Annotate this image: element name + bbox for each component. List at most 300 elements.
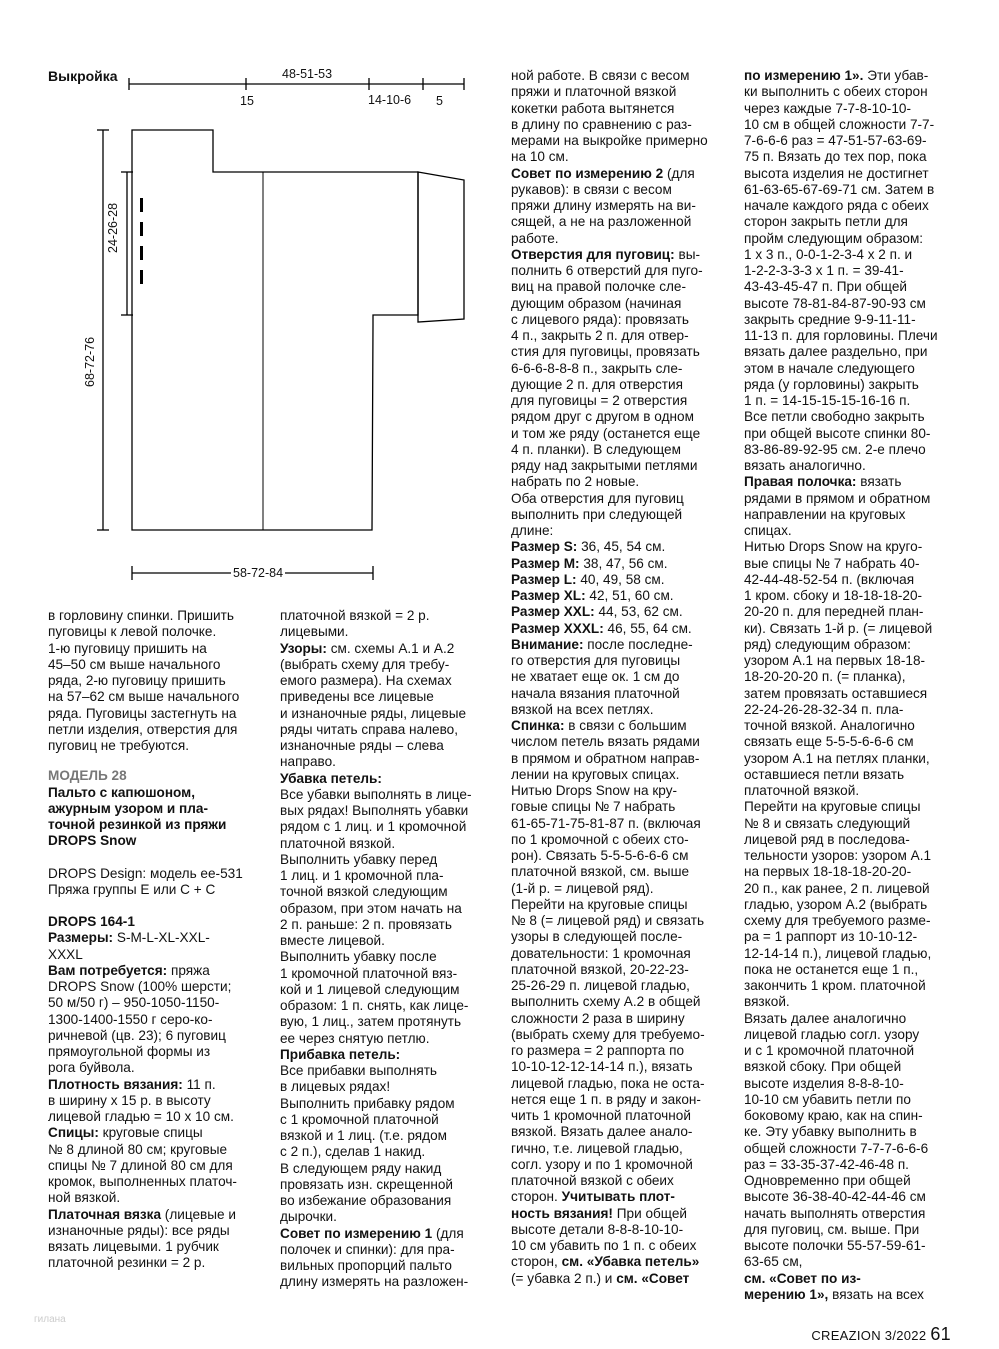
text-block [48,1093,270,1126]
text-line: с 2 п.), сделав 1 накид. [280,1144,426,1160]
text-line: 10 см убавить по 1 п. с обеих [511,1238,697,1253]
text-fragment [511,1271,736,1287]
text-line: 18-20-20-20 п. (= планка), [744,669,906,685]
text-line: сложности 2 раза в ширину [511,1010,685,1026]
text-line: 10-10 см убавить петли по [744,1091,911,1107]
text-fragment [744,1271,959,1287]
text-line: этом в начале следующего [744,360,915,376]
size-row-label: Размер M: [511,555,580,571]
text-line: в ширину х 15 р. в высоту [48,1092,211,1108]
watermark: гилана [34,1314,66,1325]
text-line: Выполнить прибавку рядом [280,1095,455,1111]
text-fragment: Совет по измерению 2 [511,165,664,181]
text-line: связать еще 5-5-5-6-6-6 см [744,734,914,750]
size-row [511,588,736,604]
text-fragment: см. схемы A.1 и A.2 [330,640,455,656]
text-line: высота изделия не достигнет [744,165,929,181]
text-line: и с 1 кромочной платочной [744,1043,915,1058]
text-fragment [48,914,270,930]
text-line: вязкой. Вязать далее анало- [511,1124,693,1140]
text-line: длину измерять на разложен- [280,1274,469,1290]
text-fragment [280,1226,502,1242]
text-block [280,657,502,771]
text-line: (выбрать схему для требу- [280,656,450,672]
text-line: вязкой сбоку. При общей [744,1059,902,1075]
text-line: 1 кромочной платочной вяз- [280,965,458,981]
text-fragment: Совет по измерению 1 [280,1225,433,1241]
text-line: № 8 и связать следующий [744,815,911,831]
text-fragment [744,1287,959,1303]
drops-number: DROPS 164-1 [48,914,135,929]
text-line: точной вязкой. Аналогично [744,718,915,733]
text-line: вязкой. [744,994,790,1010]
text-line: вместе лицевой. [280,933,385,948]
text-line: сящей, а не на разложенной [511,214,692,230]
size-row [511,572,736,588]
text-line: приведены все лицевые [280,689,434,705]
size-row-value: 38, 47, 56 см. [583,555,668,571]
text-line: 1 кром. сбоку и 18-18-18-20- [744,588,923,603]
page-number: 61 [930,1324,951,1344]
text-block [511,653,736,718]
text-line: ряды читать справа налево, [280,721,458,737]
text-line: ее через снятую петлю. [280,1030,430,1046]
text-block [511,734,736,1189]
size-row-label: Размер XL: [511,588,586,603]
text-line: платочной резинки = 2 р. [48,1255,206,1271]
text-line: закрыть средние 9-9-11-11- [744,311,916,327]
text-line: ряда (у горловины) закрыть [744,376,919,392]
text-line: направлении на круговых [744,506,906,522]
text-line: полочек и спинки): для пра- [280,1241,455,1257]
text-line: лицевыми. [280,624,349,640]
text-line: для пуговиц, см. выше. При [744,1221,920,1237]
text-line: рядом друг с другом в одном [511,409,694,425]
text-fragment [48,1077,270,1093]
text-line: 10 см в общей сложности 7-7- [744,116,935,132]
text-fragment: S-M-L-XL-XXL- [116,930,210,946]
text-line: лицевой гладью = 10 х 10 см. [48,1109,234,1124]
text-line: ряда, 2-ю пуговицу пришить [48,673,226,688]
text-fragment: вы- [678,246,700,262]
text-line: Вязать далее аналогично [744,1010,907,1026]
text-fragment: сторон. [511,1189,558,1205]
text-fragment: круговые спицы [102,1125,203,1141]
text-line: Пряжа группы E или C + C [48,881,216,897]
text-line: 25-26-29 п. лицевой гладью, [511,978,690,993]
text-fragment: Спицы: [48,1125,99,1141]
text-line: в прямом и обратном направ- [511,750,700,766]
text-line: 4 п. планки). В следующем [511,441,681,457]
text-line: вых рядах! Выполнять убавки [280,803,469,818]
size-row-label: Размер XXL: [511,604,595,620]
buttonholes-heading: Отверстия для пуговиц: [511,246,675,262]
text-fragment: (для [666,165,695,181]
text-line: согл. узору и по 1 кромочной [511,1156,693,1172]
neck-label: 15 [240,94,254,108]
text-line: начала вязания платочной [511,685,680,701]
text-line: Все прибавки выполнять [280,1063,438,1078]
increase-heading: Прибавка петель: [280,1046,401,1062]
text-line: пройм следующим образом: [744,230,924,246]
size-row [511,604,736,620]
text-block [280,608,502,641]
text-line: боковому краю, как на спин- [744,1108,923,1123]
text-line: узором A.1 на петлях планки, [744,750,930,766]
text-block [48,1223,270,1272]
text-line: высоте детали 8-8-8-10-10- [511,1221,684,1237]
text-line: выполнить при следующей [511,506,683,522]
text-line: 2 п. раньше: 2 п. провязать [280,916,452,932]
text-line: 1 лиц. и 1 кромочной пла- [280,868,444,883]
text-line: 11-13 п. для горловины. Плечи [744,328,938,343]
text-line: 1 х 3 п., 0-0-1-2-3-4 х 2 п. и [744,246,913,262]
size-row-value: 40, 49, 58 см. [580,571,665,587]
text-fragment: Внимание: [511,636,584,652]
text-line: дырочки. [280,1209,337,1225]
text-line: с лицевого ряда): провязать [511,311,689,327]
size-row [511,621,736,637]
back-heading: Спинка: [511,718,565,733]
text-fragment: ность вязания! [511,1205,613,1221]
text-fragment: Учитывать плот- [561,1189,675,1205]
text-line: в горловину спинки. Пришить [48,608,234,623]
text-line: 1300-1400-1550 г серо-ко- [48,1011,213,1027]
text-line: закончить 1 кром. платочной [744,978,926,993]
text-line: емого размера). На схемах [280,673,452,688]
text-line: № 8 (= лицевой ряд) и связать [511,913,705,928]
text-line: дующим образом (начиная [511,295,682,311]
text-line: вязать лицевыми. 1 рубчик [48,1239,219,1254]
text-fragment [48,930,270,946]
text-line: провязать изн. скрещенной [280,1176,454,1192]
text-line: стия для пуговицы, провязать [511,344,700,360]
size-row-value: 42, 51, 60 см. [589,588,674,603]
text-fragment: Узоры: [280,640,327,656]
text-line: 83-86-89-92-95 см. 2-е плечо [744,441,926,457]
text-fragment: Вам потребуется: [48,962,168,978]
text-line: довательности: 1 кромочная [511,945,691,961]
text-line: 6-6-6-8-8-8 п., закрыть сле- [511,360,683,376]
text-fragment [48,1207,270,1223]
text-line: вязать аналогично. [744,458,866,473]
text-line: DROPS Snow (100% шерсти; [48,979,232,994]
text-line: 20-20 п. для передней план- [744,604,924,620]
text-line: изнаночные ряды): все ряды [48,1222,230,1238]
text-line: по 1 кромочной с обеих сто- [511,831,689,847]
text-line: прямоугольной формы из [48,1044,211,1059]
text-fragment [511,247,736,263]
text-line: набрать по 2 новые. [511,474,640,490]
text-line: на 57–62 см выше начального [48,689,240,705]
text-fragment: 11 п. [186,1076,216,1092]
text-line: гладью, узором A.2 (выбрать [744,896,928,912]
text-line: раз = 33-35-37-42-46-48 п. [744,1156,909,1172]
text-line: нется еще 1 п. в ряду и закон- [511,1091,701,1107]
width-top-label: 48-51-53 [282,67,333,81]
text-line: платочной вязкой = 2 р. [280,608,430,623]
size-rows [511,539,736,637]
text-line: вые спицы № 7 набрать 40- [744,555,920,571]
size-row-value: 36, 45, 54 см. [581,539,666,555]
diagram-title: Выкройка [48,68,118,84]
column-2 [280,608,502,1291]
text-fragment: Плотность вязания: [48,1076,183,1092]
text-line: 1-ю пуговицу пришить на [48,640,207,656]
text-line: длине: [511,523,554,538]
right-front-heading: Правая полочка: [744,474,857,490]
armhole-label: 24-26-28 [106,202,120,253]
text-line: узоры в следующей после- [511,929,683,945]
length-label: 68-72-76 [83,336,97,387]
size-row [511,539,736,555]
column-3 [511,68,736,1287]
text-line: рядом с 1 лиц. и 1 кромочной [280,819,467,835]
text-line: ряда. Пуговицы застегнуть на [48,705,237,721]
text-line: петли изделия, отверстия для [48,721,238,737]
text-line: 1 п. = 14-15-15-15-16-16 п. [744,393,911,408]
text-fragment [511,1254,736,1270]
text-fragment: пряжа [171,962,210,978]
text-line: ричневой (цв. 23); 6 пуговиц [48,1027,226,1043]
text-fragment: мерению 1», [744,1286,829,1302]
text-line: не хватает еще ок. 1 см до [511,669,680,685]
text-fragment [511,718,736,734]
text-fragment [511,166,736,182]
text-line: начале каждого ряда с обеих [744,198,929,213]
text-fragment: см. «Совет [616,1270,690,1286]
text-line: 75 п. Вязать до тех пор, пока [744,149,927,165]
text-fragment: после последне- [587,636,693,652]
text-fragment: (лицевые и [164,1206,236,1222]
text-line: кой и 1 лицевой следующим [280,981,460,997]
text-line: вую, 1 лиц., затем протянуть [280,1014,462,1030]
text-line: оставшиеся петли вязать [744,766,905,782]
text-line: Все убавки выполнять в лице- [280,786,472,802]
text-fragment: см. «Совет по из- [744,1270,861,1286]
text-line: ке. Эту убавку выполнить в [744,1124,917,1140]
model-label: МОДЕЛЬ 28 [48,768,127,784]
text-line: в длину по сравнению с раз- [511,116,692,132]
text-line: 61-63-65-67-69-71 см. Затем в [744,181,935,197]
text-line: платочной вязкой. [280,835,396,851]
text-line: начать выполнять отверстия [744,1205,926,1221]
text-block [744,84,959,474]
text-line: DROPS Design: модель ee-531 [48,865,243,881]
text-line: высоте изделия 8-8-8-10- [744,1075,904,1091]
text-line: Перейти на круговые спицы [744,799,921,815]
text-line: 22-24-26-28-32-34 п. пла- [744,701,904,717]
sleeve-outline [418,172,464,322]
text-block [280,1063,502,1226]
text-line: Одновременно при общей [744,1173,911,1188]
text-line: платочной вязкой с обеих [511,1173,674,1188]
text-line: го размера = 2 раппорта по [511,1043,685,1058]
text-line: изнаночные ряды – слева [280,738,444,753]
text-line: на первых 18-18-18-20-20- [744,864,912,880]
text-line: 1-2-2-3-3-3 х 1 п. = 39-41- [744,263,904,278]
text-line: пуговицы к левой полочке. [48,624,217,640]
text-block [511,182,736,247]
text-line: высоте полочки 55-57-59-61- [744,1238,926,1253]
text-line: Пальто с капюшоном, [48,784,196,800]
size-row-label: Размер S: [511,539,578,555]
text-line: чить 1 кромочной платочной [511,1108,691,1123]
text-line: ра = 1 раппорт из 10-10-12- [744,929,918,945]
text-line: 63-65 см, [744,1254,803,1270]
text-line: затем провязать оставшиеся [744,685,928,701]
text-line: точной резинкой из пряжи [48,817,227,832]
text-line: через каждые 7-7-8-10-10- [744,100,911,116]
column-1 [48,608,270,1272]
text-fragment: по измерению 1». [744,68,864,83]
text-fragment [511,1206,736,1222]
text-line: ной работе. В связи с весом [511,68,690,83]
text-line: рон). Связать 5-5-5-6-6-6 см [511,848,689,863]
text-line: кокетки работа вытянется [511,100,675,116]
text-fragment: сторон, [511,1254,558,1270]
text-line: в лицевых рядах! [280,1079,391,1095]
text-line: 20 п., как ранее, 2 п. лицевой [744,880,930,896]
text-line: Оба отверстия для пуговиц [511,490,684,506]
text-line: узором A.1 на первых 18-18- [744,653,926,668]
text-block [48,1142,270,1207]
text-fragment [744,68,959,84]
text-line: 4 п., закрыть 2 п. для отвер- [511,328,689,343]
text-line: 50 м/50 г) – 950-1050-1150- [48,995,220,1011]
text-line: 7-6-6-6 раз = 47-51-57-63-69- [744,133,927,148]
text-fragment: XXXL [48,946,83,962]
text-line: пуговиц не требуются. [48,738,189,753]
text-line: вязкой на всех петлях. [511,701,654,717]
text-fragment [48,963,270,979]
text-fragment [744,474,959,490]
text-line: Выполнить убавку перед [280,851,438,867]
shoulder-label: 14-10-6 [368,93,412,107]
text-line: пряжи длину измерять на ви- [511,198,696,213]
text-fragment [280,1047,502,1063]
text-line: высоте 78-81-84-87-90-93 см [744,295,926,311]
text-line: дующие 2 п. для отверстия [511,376,683,392]
text-block [280,1242,502,1291]
size-row-value: 46, 55, 64 см. [607,620,692,636]
col1-continuation [48,608,270,754]
text-line: Перейти на круговые спицы [511,896,688,912]
text-line: платочной вязкой. [744,783,860,798]
text-line: платочной вязкой, 20-22-23- [511,961,689,977]
text-line: DROPS Snow [48,833,137,849]
text-line: схему для требуемого разме- [744,913,931,928]
text-line: В следующем ряду накид [280,1160,442,1176]
text-line: № 8 длиной 80 см; круговые [48,1141,228,1157]
text-line: ряд) следующим образом: [744,636,911,652]
text-line: 42-44-48-52-54 п. (включая [744,571,915,587]
text-line: вильных пропорций пальто [280,1258,452,1273]
text-line: и изнаночные ряды, лицевые [280,705,467,721]
text-fragment: Эти убав- [867,68,929,83]
text-line: ажурным узором и пла- [48,800,208,816]
text-line: рукавов): в связи с весом [511,181,672,197]
text-line: ряду над закрытыми петлями [511,458,698,473]
text-line: гично, т.е. лицевой гладью, [511,1140,683,1156]
text-fragment: Платочная вязка [48,1206,162,1222]
text-line: тельности узоров: узором A.1 [744,848,932,863]
decrease-heading: Убавка петель: [280,770,382,786]
text-block [48,979,270,1077]
text-line: мерами на выкройке примерно [511,133,708,148]
design-info [48,866,270,899]
text-line: (выбрать схему для требуемо- [511,1026,705,1042]
text-line: виц на правой полочке сле- [511,279,687,295]
text-line: го отверстия для пуговицы [511,653,681,668]
text-block [511,68,736,166]
text-line: лении на круговых спицах. [511,766,680,782]
text-fragment: см. «Убавка петель» [561,1254,700,1270]
text-line: лицевой ряд в последова- [744,831,910,847]
page-footer [811,1324,951,1345]
column-4 [744,68,959,1303]
text-line: выполнить схему A.2 в общей [511,994,701,1010]
text-line: ки). Связать 1-й р. (= лицевой [744,620,933,636]
text-fragment: Размеры: [48,930,114,946]
pattern-schematic [0,60,480,580]
text-line: вязать далее раздельно, при [744,344,928,360]
size-row [511,556,736,572]
size-row-value: 44, 53, 62 см. [598,604,683,620]
text-block [744,491,959,1271]
text-line: спицах. [744,523,792,538]
magazine-name: CREAZION 3/2022 [811,1328,927,1343]
model-title [48,785,270,850]
text-line: рога буйвола. [48,1060,135,1076]
text-line: с 1 кромочной платочной [280,1111,439,1127]
text-line: и том же ряду (останется еще [511,425,701,441]
text-line: высоте 36-38-40-42-44-46 см [744,1189,926,1205]
text-line: образом, при этом начать на [280,900,462,916]
text-line: Выполнить убавку после [280,949,437,965]
text-line: направо. [280,754,336,770]
text-line: ной вязкой. [48,1190,121,1206]
text-line: лицевой гладью согл. узору [744,1026,920,1042]
text-line: говые спицы № 7 набрать [511,799,676,815]
text-line: полнить 6 отверстий для пуго- [511,263,703,278]
text-line: 45–50 см выше начального [48,656,221,672]
text-line: кромок, выполненных платоч- [48,1174,237,1189]
body-outline [132,130,418,530]
text-line: рядами в прямом и обратном [744,490,931,506]
size-row-label: Размер L: [511,571,577,587]
text-line: сторон закрыть петли для [744,214,908,230]
text-line: во избежание образования [280,1193,452,1208]
text-line: для пуговицы = 2 отверстия [511,393,688,408]
text-block [280,787,502,1047]
text-line: Все петли свободно закрыть [744,409,925,425]
text-line: при общей высоте спинки 80- [744,425,931,441]
text-fragment [280,641,502,657]
text-fragment [511,1189,736,1205]
text-fragment: (= убавка 2 п.) и [511,1270,613,1286]
text-line: 61-65-71-75-81-87 п. (включая [511,815,701,831]
text-line: спицы № 7 длиной 80 см для [48,1157,233,1173]
text-line: работе. [511,230,559,246]
text-fragment: (для [435,1225,464,1241]
text-fragment [511,637,736,653]
size-row-label: Размер XXXL: [511,620,604,636]
text-line: пока не останется еще 1 п., [744,961,919,977]
text-line: Нитью Drops Snow на кру- [511,783,678,798]
text-line: образом: 1 п. снять, как лице- [280,998,469,1013]
text-line: ки выполнить с обеих сторон [744,84,928,100]
